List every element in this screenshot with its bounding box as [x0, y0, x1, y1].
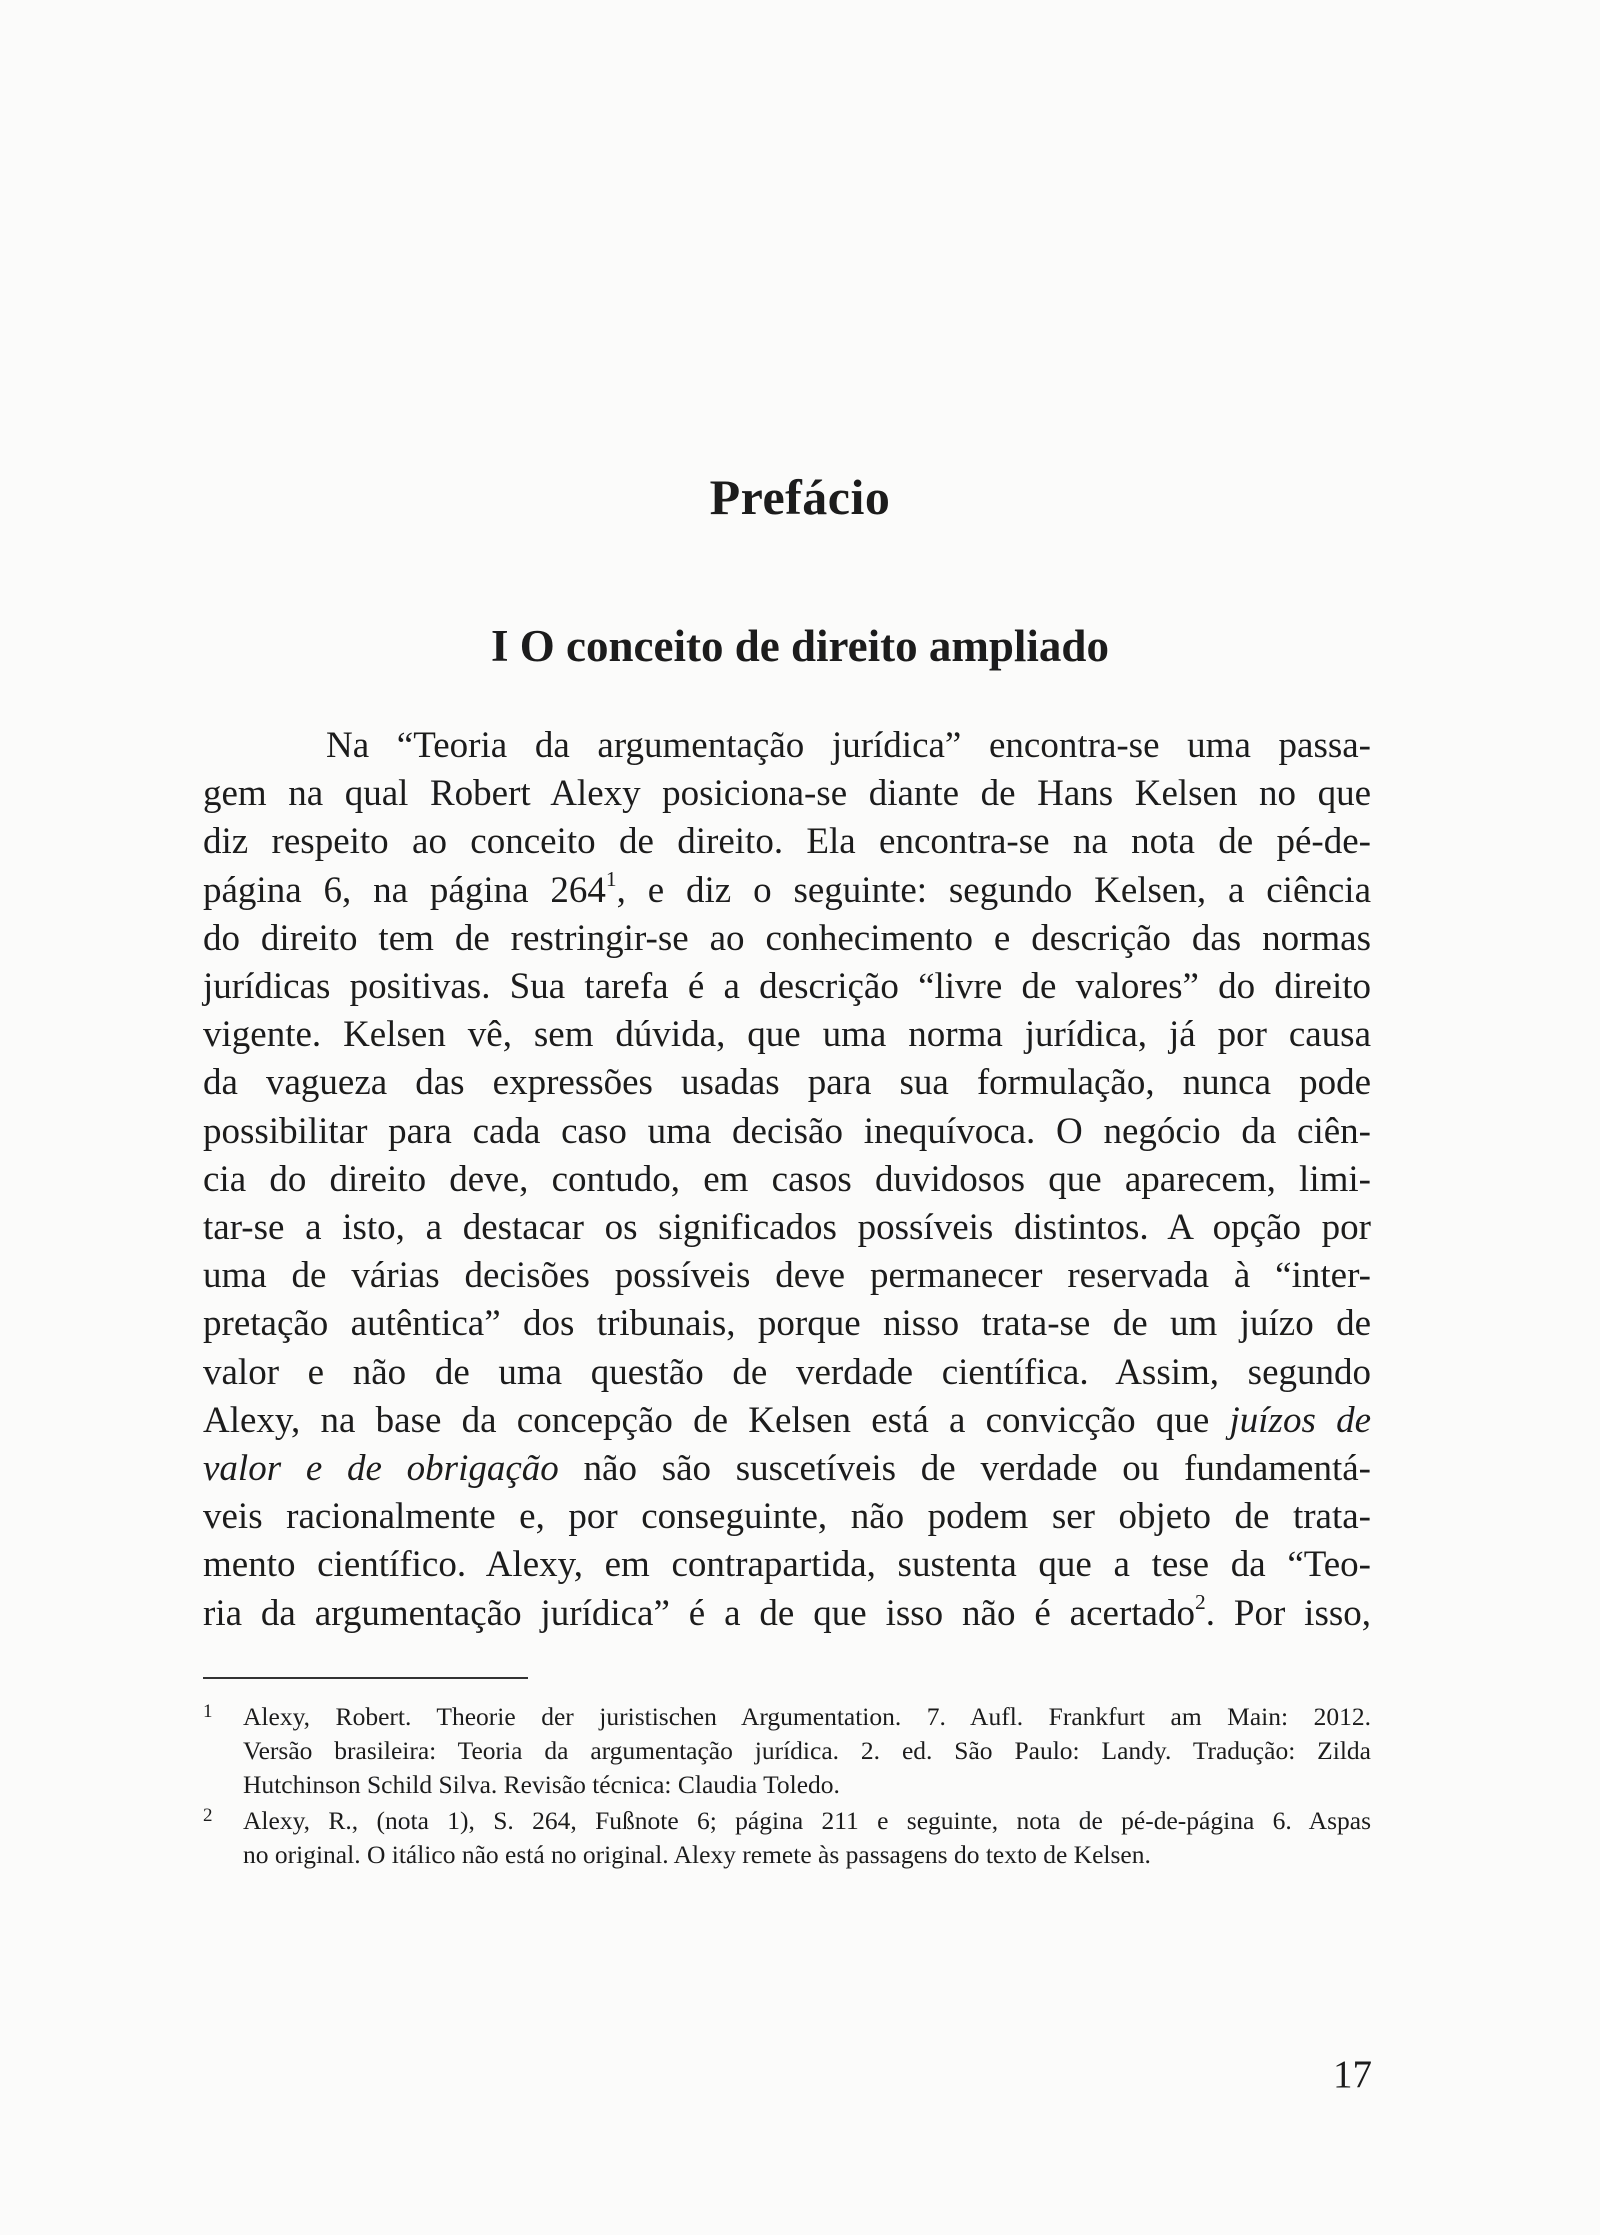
body-line: da vagueza das expressões usadas para sua formulação, nunca pode	[203, 1062, 1371, 1104]
body-line: vigente. Kelsen vê, sem dúvida, que uma norma jurídica, já por causa	[203, 1014, 1371, 1056]
body-line: tar-se a isto, a destacar os significados possíveis distintos. A opção por	[203, 1207, 1371, 1249]
footnote-line: Alexy, R., (nota 1), S. 264, Fußnote 6; página 211 e seguinte, nota de pé-de-página 6. Aspas	[243, 1806, 1371, 1835]
body-line: pretação autêntica” dos tribunais, porque nisso trata-se de um juízo de	[203, 1303, 1371, 1345]
body-text-segment: não são suscetíveis de verdade ou fundamentá-	[558, 1448, 1372, 1490]
italic-text: juízos de	[1229, 1399, 1371, 1441]
footnote-2	[203, 1804, 1371, 1872]
body-line	[203, 1590, 1371, 1638]
body-line	[203, 867, 1371, 915]
italic-text: valor e de obrigação	[203, 1448, 559, 1490]
body-line	[203, 1397, 1371, 1445]
body-line: diz respeito ao conceito de direito. Ela encontra-se na nota de pé-de-	[203, 821, 1371, 863]
body-line: cia do direito deve, contudo, em casos duvidosos que aparecem, limi-	[203, 1158, 1371, 1200]
page-number: 17	[1333, 2053, 1372, 2096]
body-line: veis racionalmente e, por conseguinte, não podem ser objeto de trata-	[203, 1496, 1371, 1538]
body-text-segment: página 6, na página 264	[203, 869, 606, 911]
body-line	[203, 1445, 1371, 1493]
section-title: I O conceito de direito ampliado	[491, 621, 1109, 671]
footnote-number: 2	[203, 1805, 213, 1826]
footnotes	[203, 1700, 1371, 1874]
footnote-line: Alexy, Robert. Theorie der juristischen Argumentation. 7. Aufl. Frankfurt am Main: 2012.	[243, 1702, 1371, 1731]
body-text-segment: Alexy, na base da concepção de Kelsen está a convicção que	[203, 1399, 1230, 1441]
footnote-number: 1	[203, 1701, 213, 1722]
body-text-segment: , e diz o seguinte: segundo Kelsen, a ciência	[616, 869, 1371, 911]
body-line: jurídicas positivas. Sua tarefa é a descrição “livre de valores” do direito	[203, 966, 1371, 1008]
footnote-line: Hutchinson Schild Silva. Revisão técnica: Claudia Toledo.	[243, 1770, 840, 1799]
body-line: possibilitar para cada caso uma decisão inequívoca. O negócio da ciên-	[203, 1110, 1371, 1152]
body-text-segment: . Por isso,	[1205, 1592, 1371, 1634]
footnote-line: Versão brasileira: Teoria da argumentação jurídica. 2. ed. São Paulo: Landy. Tradução: Zilda	[243, 1736, 1371, 1765]
body-line: do direito tem de restringir-se ao conhecimento e descrição das normas	[203, 917, 1371, 959]
footnote-1	[203, 1700, 1371, 1802]
body-line: Na “Teoria da argumentação jurídica” encontra-se uma passa-	[326, 725, 1371, 766]
footnote-reference-1: 1	[605, 866, 617, 891]
body-line: valor e não de uma questão de verdade científica. Assim, segundo	[203, 1351, 1371, 1393]
body-line: mento científico. Alexy, em contrapartida, sustenta que a tese da “Teo-	[203, 1544, 1371, 1586]
footnote-line: no original. O itálico não está no original. Alexy remete às passagens do texto de Kelsen.	[243, 1840, 1151, 1869]
body-line: gem na qual Robert Alexy posiciona-se diante de Hans Kelsen no que	[203, 773, 1371, 815]
body-line: uma de várias decisões possíveis deve permanecer reservada à “inter-	[203, 1255, 1371, 1297]
body-text-segment: ria da argumentação jurídica” é a de que isso não é acertado	[203, 1592, 1195, 1634]
body-paragraph	[203, 722, 1371, 1638]
footnote-reference-2: 2	[1194, 1589, 1206, 1614]
chapter-title: Prefácio	[709, 469, 891, 525]
footnote-separator	[203, 1677, 528, 1679]
